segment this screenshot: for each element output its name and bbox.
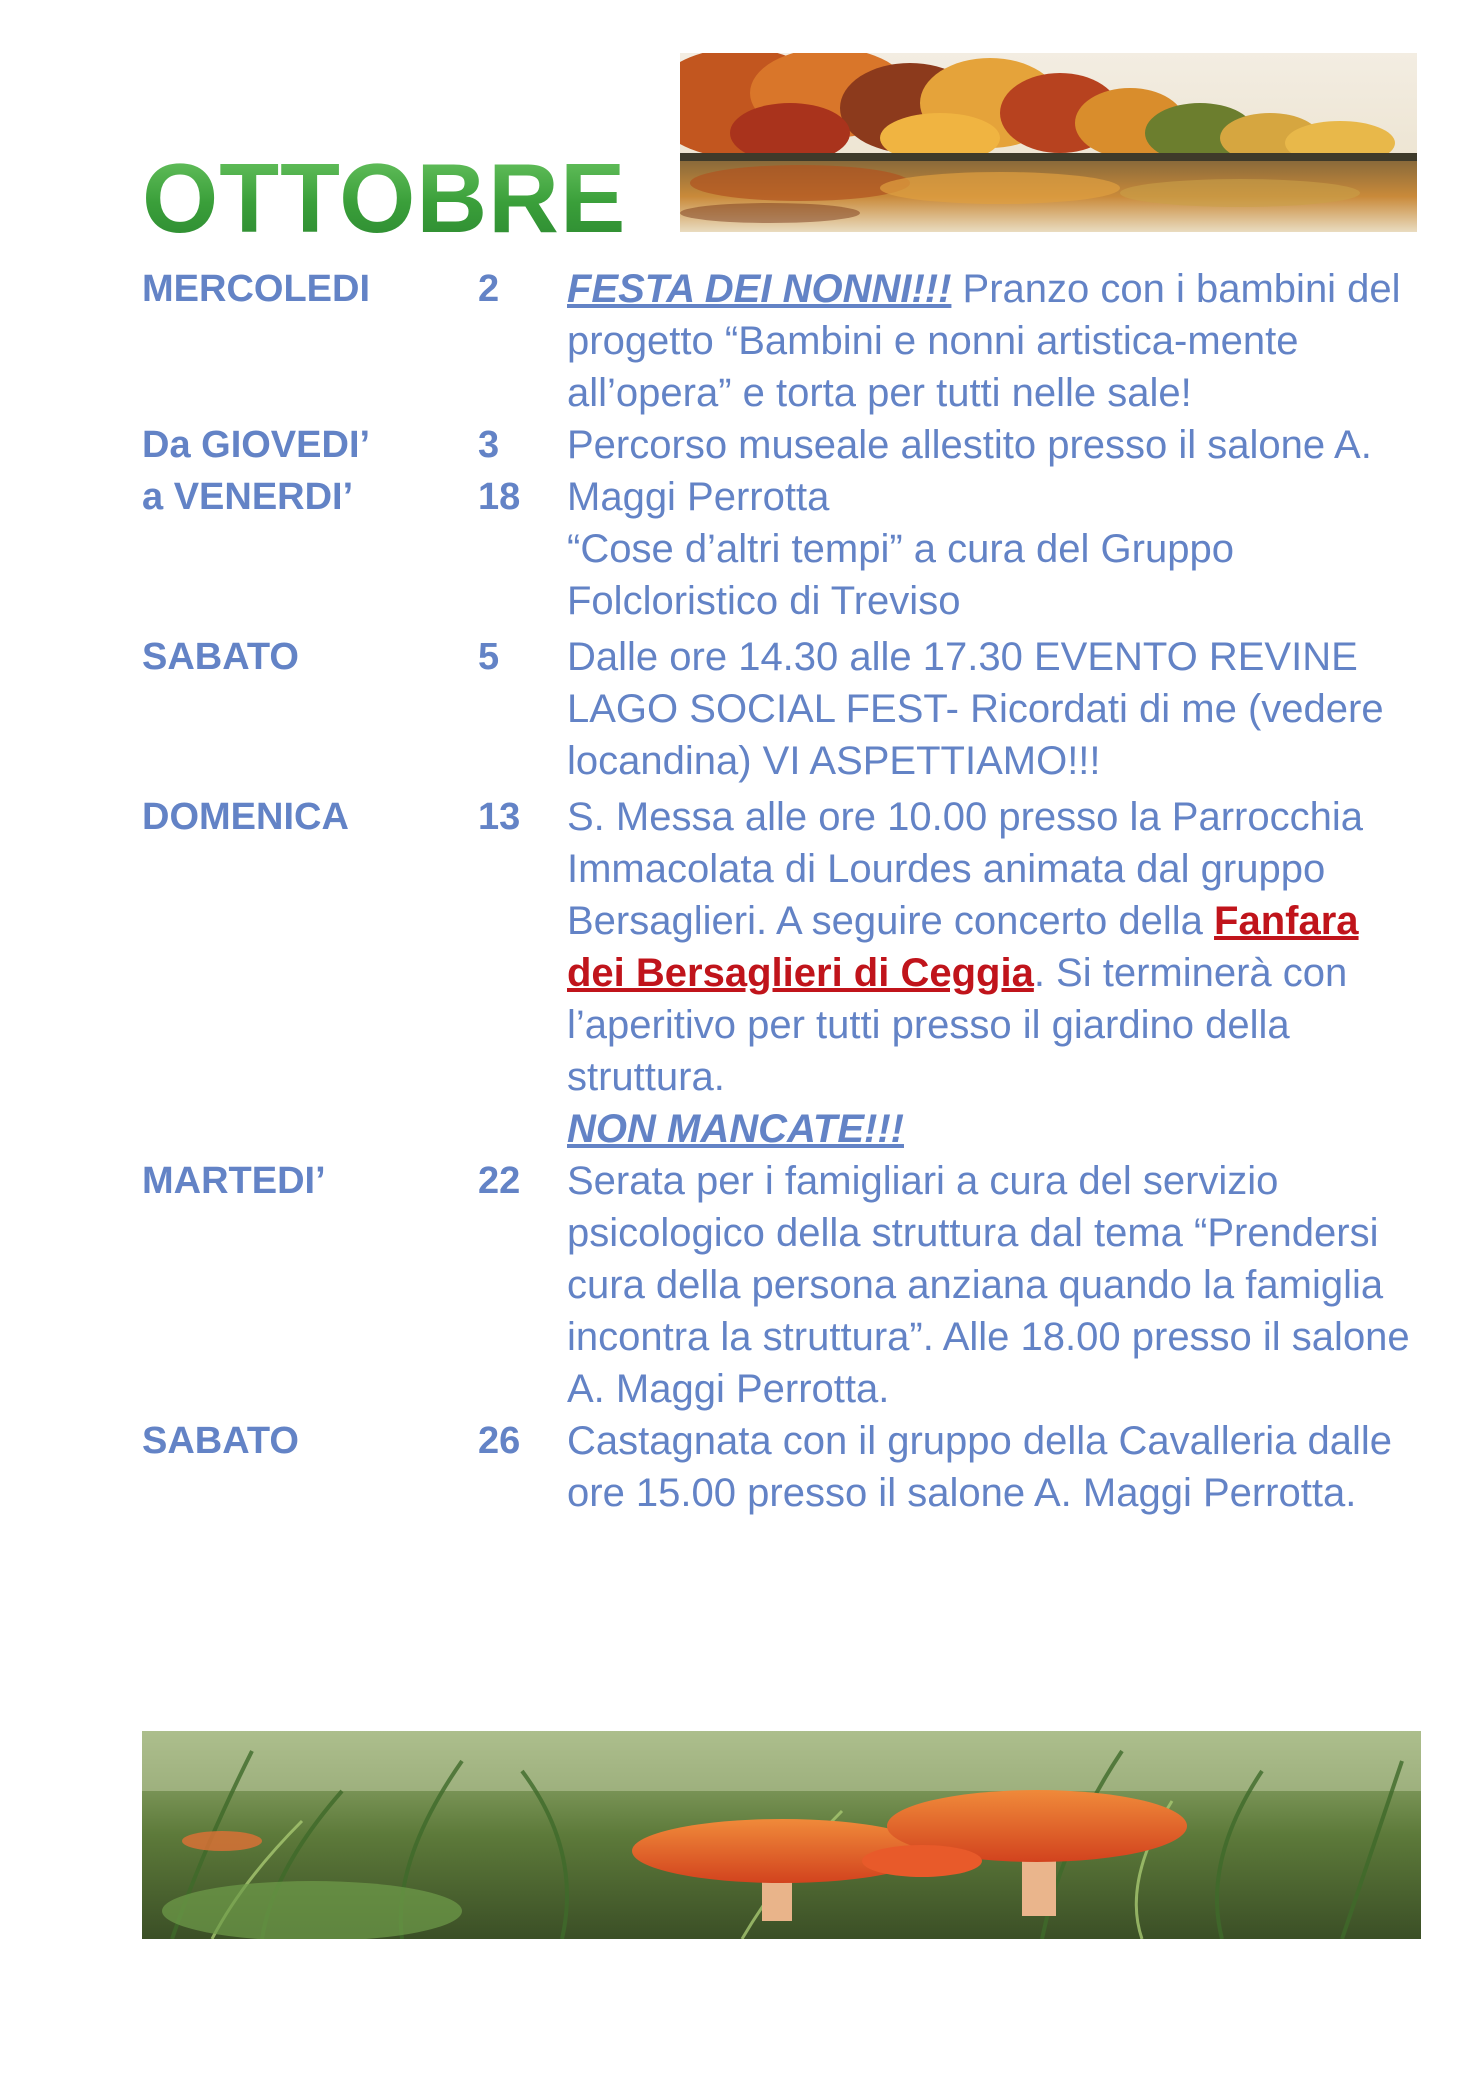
event-day: SABATO [142,636,299,678]
event-number: 13 [478,796,521,838]
autumn-lake-photo [680,53,1417,232]
event-number: 26 [478,1420,521,1462]
event-description: Dalle ore 14.30 alle 17.30 EVENTO REVINE LAGO SOCIAL FEST- Ricordati di me (vedere locandina) VI ASPETTIAMO!!! [567,635,1384,783]
mushrooms-in-grass-photo [142,1731,1421,1939]
event-row [142,631,1432,787]
event-day [142,419,478,523]
event-day: SABATO [142,1420,299,1462]
event-row [142,419,1432,627]
event-text: S. Messa alle ore 10.00 presso la Parrocchia Immacolata di Lourdes animata dal gruppo Bersaglieri. A seguire concerto della [567,795,1363,943]
event-number-end: 18 [478,476,521,518]
event-day: MARTEDI’ [142,1160,326,1202]
event-highlight: FESTA DEI NONNI!!! [567,267,952,311]
event-highlight: NON MANCATE!!! [567,1107,904,1151]
event-description: Serata per i famigliari a cura del servizio psicologico della struttura dal tema “Prendersi cura della persona anziana quando la famiglia incontra la struttura”. Alle 18.00 presso il salone A. Maggi Perrotta. [567,1159,1410,1411]
event-number-start: 3 [478,424,500,466]
event-text: Pranzo con i bambini del progetto “Bambini e nonni artistica-mente all’opera” e torta per tutti nelle sale! [567,267,1401,415]
event-description: Castagnata con il gruppo della Cavalleria dalle ore 15.00 presso il salone A. Maggi Perrotta. [567,1419,1392,1515]
event-row [142,263,1432,419]
event-day-end: a VENERDI’ [142,476,354,518]
event-red-highlight: Fanfara dei Bersaglieri di Ceggia [567,899,1359,995]
page-title: OTTOBRE [142,143,627,253]
event-description [567,791,1427,1155]
event-number: 5 [478,636,500,678]
event-number [478,419,567,523]
event-day: DOMENICA [142,796,349,838]
event-description [567,263,1427,419]
event-day-start: Da GIOVEDI’ [142,424,371,466]
event-text: “Cose d’altri tempi” a cura del Gruppo Folcloristico di Treviso [567,527,1234,623]
event-row [142,1155,1432,1415]
event-text: Percorso museale allestito presso il salone A. Maggi Perrotta [567,423,1372,519]
event-number: 2 [478,268,500,310]
event-description [567,419,1427,627]
events-list [142,263,1432,1519]
event-number: 22 [478,1160,521,1202]
event-text: . Si terminerà con l’aperitivo per tutti presso il giardino della struttura. [567,951,1348,1099]
event-row [142,791,1432,1155]
event-day: MERCOLEDI [142,268,370,310]
event-row [142,1415,1432,1519]
